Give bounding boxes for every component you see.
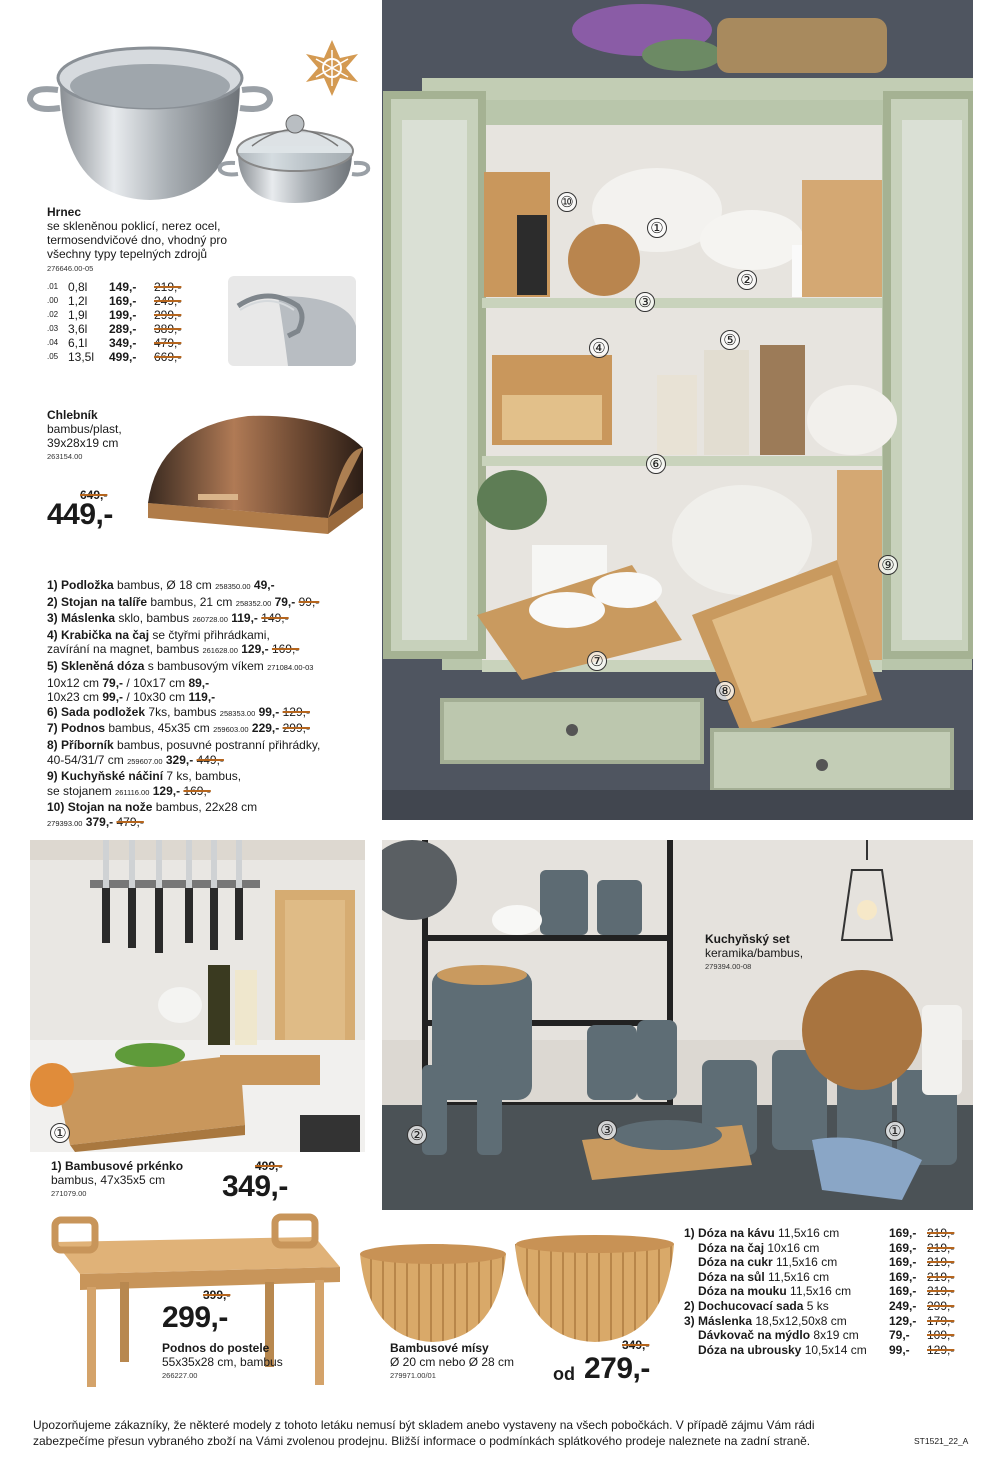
item-price: 379,- (85, 814, 114, 829)
item-old-price: 479,- (116, 814, 144, 829)
cabinet-product-list (47, 578, 382, 832)
set-item-old-price: 129,- (927, 1342, 955, 1357)
item-name: Máslenka (61, 611, 116, 626)
breadbox-title: Chlebník (47, 408, 98, 422)
item-code: 259607.00 (127, 756, 163, 766)
cabinet-list-item (47, 705, 382, 722)
item-extra-description: / 10x30 cm (126, 690, 186, 705)
bed-tray-price: 299,- (162, 1301, 228, 1334)
cabinet-list-item (47, 815, 382, 832)
item-extra-description: / 10x17 cm (126, 675, 186, 690)
item-description: 7 ks, bambus, (166, 769, 242, 784)
set-item-old-price: 219,- (927, 1269, 955, 1284)
kitchen-set-description: keramika/bambus, (705, 946, 804, 960)
set-item-price: 99,- (889, 1342, 910, 1357)
item-code: 258350.00 (215, 582, 251, 591)
item-price: 229,- (251, 721, 280, 736)
cabinet-list-item (47, 628, 382, 643)
set-item-name: Dóza na mouku (698, 1284, 787, 1299)
cutting-board-photo (30, 840, 365, 1152)
breadbox-desc-line-1: bambus/plast, (47, 422, 122, 436)
breadbox-price: 449,- (47, 498, 113, 531)
cabinet-list-item (47, 642, 382, 659)
set-item-price: 169,- (889, 1269, 917, 1284)
cabinet-list-item (47, 800, 382, 815)
cabinet-marker-3: ③ (635, 292, 655, 312)
item-extra-price: 89,- (188, 675, 210, 690)
pot-size-index: .05 (47, 352, 59, 361)
cabinet-marker-9: ⑨ (878, 555, 898, 575)
item-description: s bambusovým víkem (147, 658, 264, 673)
item-description: bambus, Ø 18 cm (117, 578, 212, 592)
set-item-old-price: 219,- (927, 1226, 955, 1240)
item-code: 279393.00 (47, 818, 83, 828)
cutting-board-price: 349,- (222, 1170, 288, 1203)
item-extra-price: 119,- (188, 690, 216, 705)
set-item-name: Dóza na čaj (698, 1240, 765, 1255)
cabinet-marker-8: ⑧ (715, 681, 735, 701)
pot-title: Hrnec (47, 205, 82, 219)
kitchen-set-marker-3: ③ (597, 1120, 617, 1140)
bamboo-bowls-description: Ø 20 cm nebo Ø 28 cm (390, 1355, 515, 1369)
item-name: Sada podložek (61, 704, 146, 719)
footer-notice (33, 1417, 815, 1449)
kitchen-set-marker-2: ② (407, 1125, 427, 1145)
bamboo-bowls-price: 279,- (584, 1352, 650, 1385)
breadbox-code: 263154.00 (47, 452, 83, 461)
item-number: 2) (47, 594, 58, 609)
cutting-board-marker: ① (50, 1123, 70, 1143)
set-item-number: 3) (684, 1313, 695, 1328)
pot-size-index: .02 (47, 310, 59, 319)
pot-description (47, 219, 247, 261)
pot-desc-line-3: všechny typy tepelných zdrojů (47, 247, 208, 261)
pot-size-row (47, 308, 197, 322)
set-item-name: Dóza na cukr (698, 1255, 773, 1270)
set-item-number: 2) (684, 1298, 695, 1313)
item-price: 119,- (231, 611, 258, 626)
pot-size-row (47, 350, 197, 364)
kitchen-set-list-item (684, 1270, 967, 1285)
set-item-label (684, 1226, 889, 1241)
pot-photo (20, 28, 375, 203)
set-item-price: 249,- (889, 1298, 917, 1313)
kitchen-set-photo (382, 840, 973, 1210)
item-old-price: 169,- (271, 642, 300, 657)
set-item-number: 1) (684, 1226, 695, 1240)
pot-size-price: 499,- (109, 350, 137, 364)
kitchen-set-list-item (684, 1284, 967, 1299)
kitchen-set-marker-1: ① (885, 1121, 905, 1141)
set-item-label (684, 1328, 889, 1343)
item-code: 261116.00 (115, 787, 150, 797)
pot-size-price: 149,- (109, 280, 137, 294)
item-description: bambus, posuvné postranní přihrádky, (117, 737, 321, 752)
footer-line-1: Upozorňujeme zákazníky, že některé modely z tohoto letáku nemusí být skladem anebo vystaveny na všech pobočkách. V případě zájmu Vám rádi (33, 1418, 815, 1432)
item-description: 10x23 cm (47, 690, 100, 705)
pot-desc-line-1: se skleněnou poklicí, nerez ocel, (47, 219, 221, 233)
cabinet-list-item (47, 659, 382, 676)
item-price: 79,- (274, 594, 296, 609)
bed-tray-description: 55x35x28 cm, bambus (162, 1355, 283, 1369)
cabinet-photo (382, 0, 973, 820)
item-number: 5) (47, 658, 58, 673)
pot-size-index: .01 (47, 282, 59, 291)
item-number: 6) (47, 704, 58, 719)
cabinet-list-item (47, 738, 382, 753)
breadbox-old-price: 649,- (80, 488, 108, 502)
item-name: Krabička na čaj (61, 627, 150, 642)
set-item-description: 8x19 cm (813, 1328, 859, 1343)
bamboo-bowls-photo (358, 1234, 676, 1344)
set-item-description: 11,5x16 cm (776, 1255, 838, 1270)
footer-code: ST1521_22_A (914, 1436, 969, 1446)
set-item-old-price: 219,- (927, 1240, 955, 1255)
pot-size-price: 169,- (109, 294, 137, 308)
pot-size-price: 199,- (109, 308, 137, 322)
pot-size-volume: 1,9l (68, 308, 88, 322)
set-item-label (684, 1299, 889, 1314)
item-description: zavírání na magnet, bambus (47, 642, 200, 657)
item-description: 40-54/31/7 cm (47, 752, 124, 767)
pot-size-volume: 3,6l (68, 322, 88, 336)
pot-size-row (47, 280, 197, 294)
set-item-old-price: 299,- (927, 1298, 955, 1313)
item-price: 99,- (258, 704, 280, 719)
item-code: 261628.00 (202, 646, 238, 656)
set-item-label (684, 1255, 889, 1270)
bed-tray-code: 266227.00 (162, 1371, 198, 1380)
item-number: 4) (47, 627, 58, 642)
item-number: 8) (47, 737, 58, 752)
kitchen-set-product-list (684, 1226, 967, 1357)
cabinet-list-item (47, 769, 382, 784)
kitchen-set-list-item (684, 1241, 967, 1256)
bed-tray-old-price: 399,- (203, 1288, 231, 1302)
cutting-board-title: 1) Bambusové prkénko (51, 1159, 184, 1173)
pot-code: 276646.00-05 (47, 264, 94, 273)
item-code: 271084.00-03 (267, 662, 314, 672)
item-old-price: 149,- (261, 611, 289, 626)
footer-line-2: zabezpečíme přesun vybraného zboží na Vámi zvolenou prodejnu. Bližší informace o podmínkách splátkového prodeje naleznete na zadní straně. (33, 1434, 811, 1448)
item-name: Skleněná dóza (61, 658, 145, 673)
set-item-description: 11,5x16 cm (778, 1226, 840, 1240)
set-item-name: Dochucovací sada (698, 1298, 804, 1313)
pot-size-table (47, 280, 197, 364)
item-number: 1) (47, 578, 58, 592)
cabinet-marker-2: ② (737, 270, 757, 290)
item-description: se čtyřmi přihrádkami, (152, 627, 270, 642)
set-item-price: 169,- (889, 1255, 917, 1270)
item-price: 129,- (241, 642, 269, 657)
item-description: bambus, 21 cm (150, 594, 233, 609)
cutting-board-description: bambus, 47x35x5 cm (51, 1173, 166, 1187)
item-description: sklo, bambus (118, 611, 190, 626)
set-item-description: 11,5x16 cm (790, 1284, 852, 1299)
set-item-description: 10x16 cm (767, 1240, 820, 1255)
cabinet-list-item (47, 611, 382, 628)
item-price: 49,- (253, 578, 275, 592)
kitchen-set-list-item (684, 1328, 967, 1343)
cabinet-marker-4: ④ (589, 338, 609, 358)
pot-size-row (47, 322, 197, 336)
item-name: Podnos (61, 721, 106, 736)
pot-detail-photo (228, 276, 356, 366)
item-description: 10x12 cm (47, 675, 100, 690)
item-old-price: 299,- (282, 721, 310, 736)
set-item-old-price: 179,- (927, 1313, 955, 1328)
kitchen-set-list-item (684, 1314, 967, 1329)
item-description: bambus, 22x28 cm (155, 800, 258, 815)
set-item-description: 11,5x16 cm (768, 1269, 830, 1284)
set-item-label (684, 1241, 889, 1256)
cabinet-marker-7: ⑦ (587, 651, 607, 671)
set-item-old-price: 219,- (927, 1284, 955, 1299)
pot-size-old-price: 669,- (154, 350, 182, 364)
bamboo-bowls-code: 279971.00/01 (390, 1371, 436, 1380)
item-number: 3) (47, 611, 58, 626)
item-number: 7) (47, 721, 58, 736)
pot-size-index: .04 (47, 338, 59, 347)
set-item-description: 5 ks (806, 1298, 829, 1313)
cabinet-list-item (47, 721, 382, 738)
set-item-old-price: 109,- (927, 1328, 955, 1343)
set-item-old-price: 219,- (927, 1255, 955, 1270)
item-code: 258352.00 (235, 598, 272, 608)
set-item-label (684, 1284, 889, 1299)
bamboo-bowls-old-price: 349,- (622, 1338, 650, 1352)
cabinet-marker-5: ⑤ (720, 330, 740, 350)
item-price: 99,- (102, 690, 124, 705)
cabinet-list-item (47, 784, 382, 801)
kitchen-set-list-item (684, 1299, 967, 1314)
set-item-price: 169,- (889, 1240, 917, 1255)
pot-size-old-price: 219,- (154, 280, 182, 294)
item-name: Příborník (61, 737, 114, 752)
item-code: 258353.00 (219, 708, 256, 718)
set-item-name: Dóza na ubrousky (698, 1342, 802, 1357)
cabinet-list-item (47, 595, 382, 612)
kitchen-set-code: 279394.00-08 (705, 962, 752, 971)
item-name: Stojan na nože (67, 800, 153, 815)
set-item-description: 10,5x14 cm (804, 1342, 867, 1357)
pot-size-volume: 1,2l (68, 294, 88, 308)
pot-size-old-price: 479,- (154, 336, 182, 350)
pot-size-volume: 0,8l (68, 280, 88, 294)
kitchen-set-title: Kuchyňský set (705, 932, 790, 946)
breadbox-desc-line-2: 39x28x19 cm (47, 436, 119, 450)
cabinet-list-item (47, 578, 382, 595)
bed-tray-title: Podnos do postele (162, 1341, 270, 1355)
item-price: 329,- (165, 752, 194, 767)
pot-size-price: 349,- (109, 336, 137, 350)
bamboo-bowls-price-prefix: od (553, 1364, 575, 1384)
item-code: 260728.00 (192, 615, 228, 625)
pot-desc-line-2: termosendvičové dno, vhodný pro (47, 233, 228, 247)
pot-size-row (47, 336, 197, 350)
item-code: 259603.00 (213, 725, 249, 735)
bamboo-bowls-title: Bambusové mísy (390, 1341, 489, 1355)
pot-size-index: .03 (47, 324, 59, 333)
item-old-price: 449,- (196, 752, 224, 767)
cutting-board-code: 271079.00 (51, 1189, 87, 1198)
kitchen-set-list-item (684, 1255, 967, 1270)
item-description: se stojanem (47, 783, 112, 798)
item-name: Stojan na talíře (61, 594, 148, 609)
pot-size-volume: 13,5l (68, 350, 95, 364)
set-item-name: Máslenka (698, 1313, 753, 1328)
cabinet-list-item (47, 690, 382, 705)
kitchen-set-list-item (684, 1226, 967, 1241)
set-item-label (684, 1343, 889, 1358)
cutting-board-old-price: 499,- (255, 1159, 283, 1173)
set-item-description: 18,5x12,50x8 cm (755, 1313, 847, 1328)
item-name: Kuchyňské náčiní (61, 769, 164, 784)
cabinet-marker-1: ① (647, 218, 667, 238)
pot-size-index: .00 (47, 296, 59, 305)
cabinet-marker-6: ⑥ (646, 454, 666, 474)
item-old-price: 99,- (298, 594, 320, 609)
set-item-price: 79,- (889, 1328, 910, 1343)
item-name: Podložka (61, 578, 114, 592)
set-item-name: Dóza na sůl (698, 1269, 765, 1284)
cabinet-list-item (47, 753, 382, 770)
cabinet-marker-10: ⑩ (557, 192, 577, 212)
item-description: bambus, 45x35 cm (108, 721, 210, 736)
item-price: 79,- (102, 675, 124, 690)
set-item-name: Dávkovač na mýdlo (698, 1328, 811, 1343)
set-item-price: 129,- (889, 1313, 917, 1328)
pot-size-old-price: 249,- (154, 294, 182, 308)
set-item-price: 169,- (889, 1226, 917, 1240)
set-item-label (684, 1314, 889, 1329)
item-number: 10) (47, 800, 65, 815)
pot-size-volume: 6,1l (68, 336, 88, 350)
pot-size-price: 289,- (109, 322, 137, 336)
item-old-price: 169,- (183, 783, 211, 798)
breadbox-photo (128, 408, 368, 538)
item-old-price: 129,- (282, 704, 310, 719)
breadbox-description (47, 422, 122, 450)
pot-size-row (47, 294, 197, 308)
set-item-name: Dóza na kávu (698, 1226, 775, 1240)
cabinet-list-item (47, 676, 382, 691)
set-item-label (684, 1270, 889, 1285)
set-item-price: 169,- (889, 1284, 917, 1299)
pot-size-old-price: 299,- (154, 308, 182, 322)
item-description: 7ks, bambus (148, 704, 217, 719)
pot-size-old-price: 389,- (154, 322, 182, 336)
item-price: 129,- (152, 783, 181, 798)
kitchen-set-list-item (684, 1343, 967, 1358)
item-number: 9) (47, 769, 58, 784)
